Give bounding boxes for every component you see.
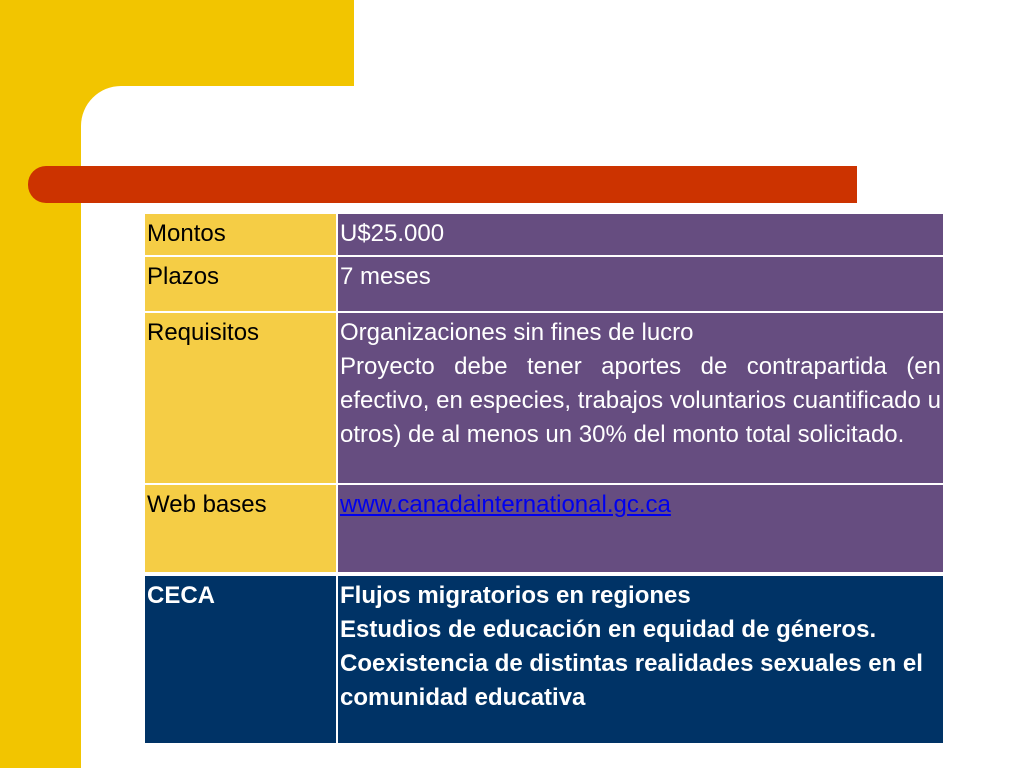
value-line: Proyecto debe tener aportes de contrapartida (en efectivo, en especies, trabajos voluntarios cuantificado u otros) de al menos un 30% del monto total solicitado. [340,353,941,448]
row-label-web-bases: Web bases [144,484,337,574]
row-value-montos [337,213,944,256]
table-row-ceca [144,574,944,744]
table-row-montos [144,213,944,256]
row-label-ceca: CECA [144,574,337,744]
row-value-ceca [337,574,944,744]
value-line: 7 meses [340,263,431,290]
web-bases-link[interactable]: www.canadainternational.gc.ca [340,491,671,518]
info-table [143,212,945,745]
red-title-bar [28,166,857,203]
row-value-plazos [337,256,944,312]
row-label-plazos: Plazos [144,256,337,312]
row-value-requisitos [337,312,944,484]
value-line: U$25.000 [340,220,445,247]
value-line: Coexistencia de distintas realidades sexuales en el comunidad educativa [340,650,923,711]
table-row-web-bases [144,484,944,574]
value-line: Flujos migratorios en regiones [340,582,691,609]
value-line: Estudios de educación en equidad de géneros. [340,616,877,643]
table-row-plazos [144,256,944,312]
row-label-montos: Montos [144,213,337,256]
table-row-requisitos [144,312,944,484]
value-line: Organizaciones sin fines de lucro [340,319,694,346]
row-value-web-bases [337,484,944,574]
row-label-requisitos: Requisitos [144,312,337,484]
